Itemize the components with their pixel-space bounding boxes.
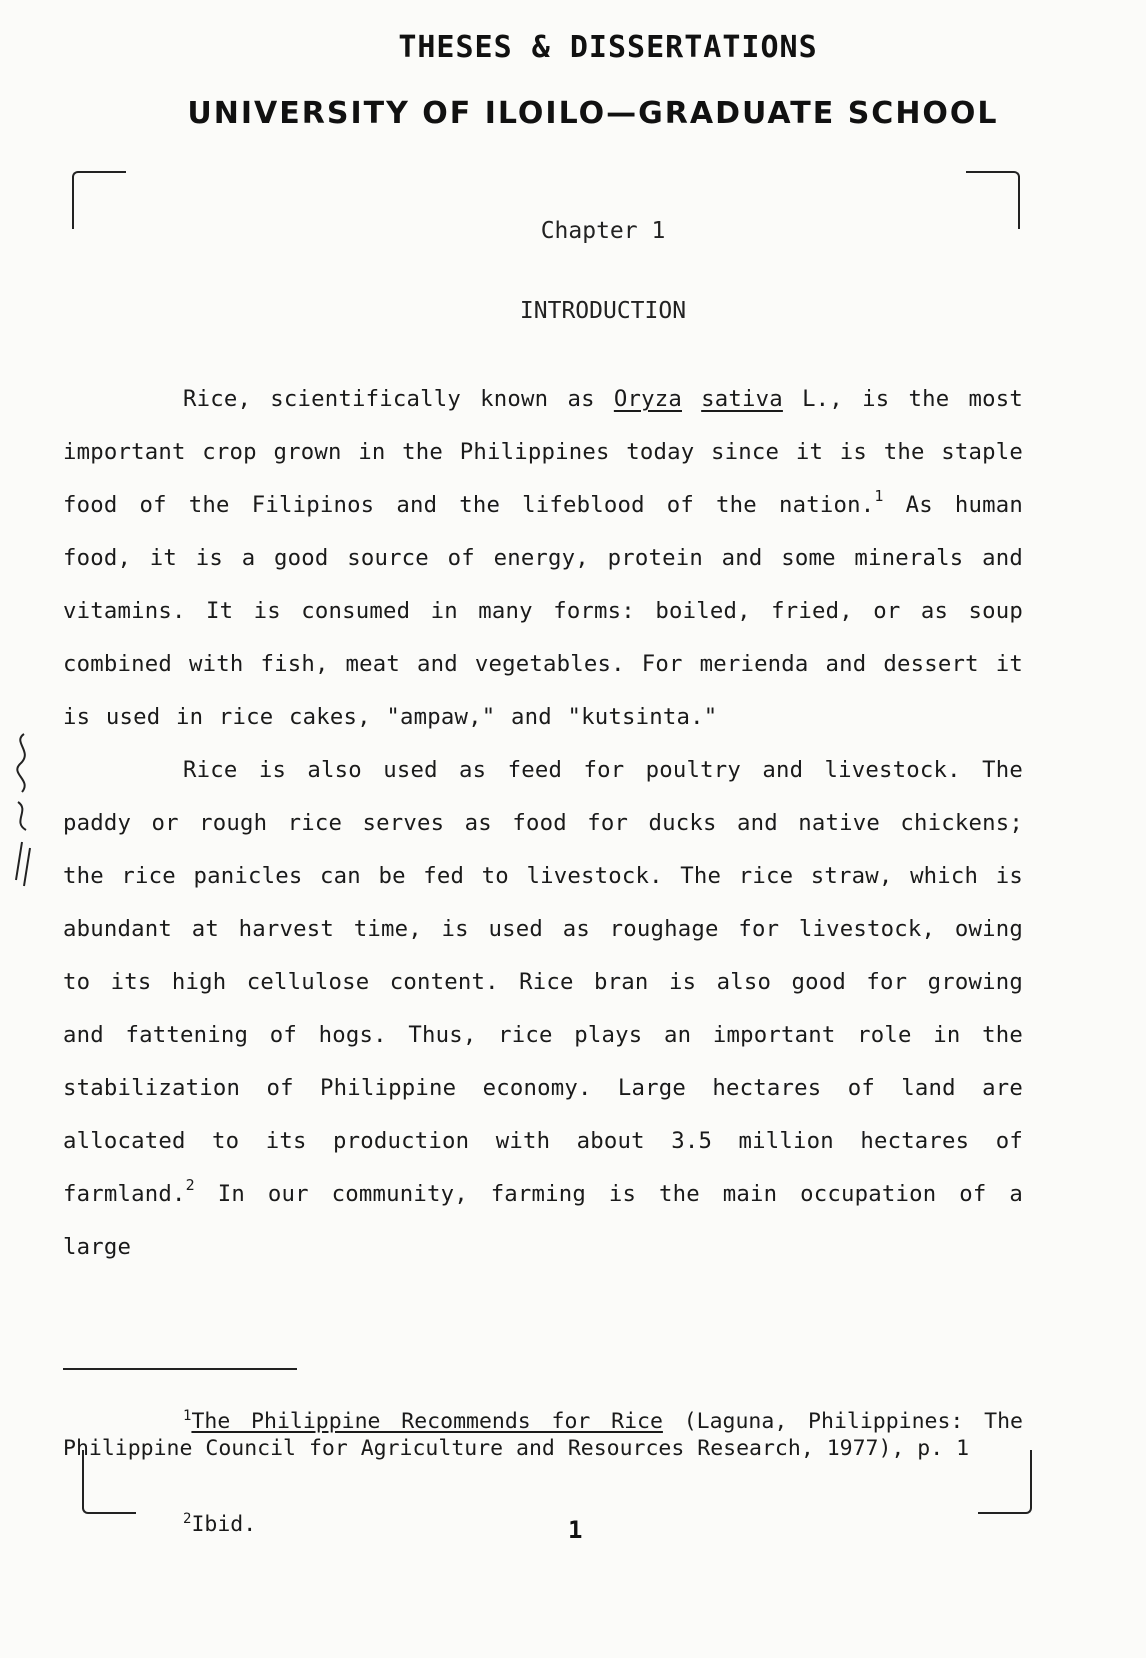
- paragraph-2: [63, 744, 1023, 1274]
- body-text: [63, 373, 1023, 1274]
- theses-stamp: THESES & DISSERTATIONS: [398, 30, 818, 65]
- footnote-1-number: 1: [183, 1408, 192, 1424]
- p2-text-a: Rice is also used as feed for poultry and livestock. The paddy or rough rice serves as food for ducks and native chickens; the rice panicles can be fed to livestock. The rice straw, which is abundant at harvest time, is used as roughage for livestock, owing to its high cellulose content. Rice bran is also good for growing and fattening of hogs. Thus, rice plays an important role in the stabilization of Philippine economy. Large hectares of land are allocated to its production with about 3.5 million hectares of farmland.: [63, 757, 1023, 1207]
- university-header: UNIVERSITY OF ILOILO—GRADUATE SCHOOL: [187, 96, 999, 131]
- p2-text-b: In our community, farming is the main occupation of a large: [63, 1181, 1023, 1260]
- footnote-ref-1: 1: [874, 487, 884, 505]
- section-heading: INTRODUCTION: [519, 298, 687, 324]
- page-number: 1: [568, 1516, 583, 1544]
- footnote-ref-2: 2: [185, 1176, 195, 1194]
- p1-space: [682, 386, 701, 412]
- paragraph-1: [63, 373, 1023, 744]
- footnote-1-title: The Philippine Recommends for Rice: [191, 1409, 663, 1434]
- footnote-rule: [63, 1368, 297, 1370]
- p1-genus: Oryza: [613, 386, 682, 412]
- footnote-2-text: Ibid.: [191, 1512, 257, 1537]
- footnote-2: [183, 1512, 256, 1537]
- footnote-1-citation: (Laguna, Philippines: The Philippine Council for Agriculture and Resources Research, 1977), p. 1: [63, 1409, 1023, 1461]
- p1-text-b: L., is the most important crop grown in the Philippines today since it is the staple food of the Filipinos and the lifeblood of the nation.: [63, 386, 1024, 518]
- chapter-label: Chapter 1: [540, 218, 666, 244]
- p1-text-c: As human food, it is a good source of energy, protein and some minerals and vitamins. It is consumed in many forms: boiled, fried, or as soup combined with fish, meat and vegetables. For merienda and dessert it is used in rice cakes, "ampaw," and "kutsinta.": [63, 492, 1023, 730]
- margin-handwriting-mark: [4, 730, 44, 890]
- footnote-2-number: 2: [183, 1511, 192, 1527]
- p1-species: sativa: [701, 386, 783, 412]
- p1-text-a: Rice, scientifically known as: [183, 386, 614, 412]
- footnote-1: [63, 1408, 1023, 1462]
